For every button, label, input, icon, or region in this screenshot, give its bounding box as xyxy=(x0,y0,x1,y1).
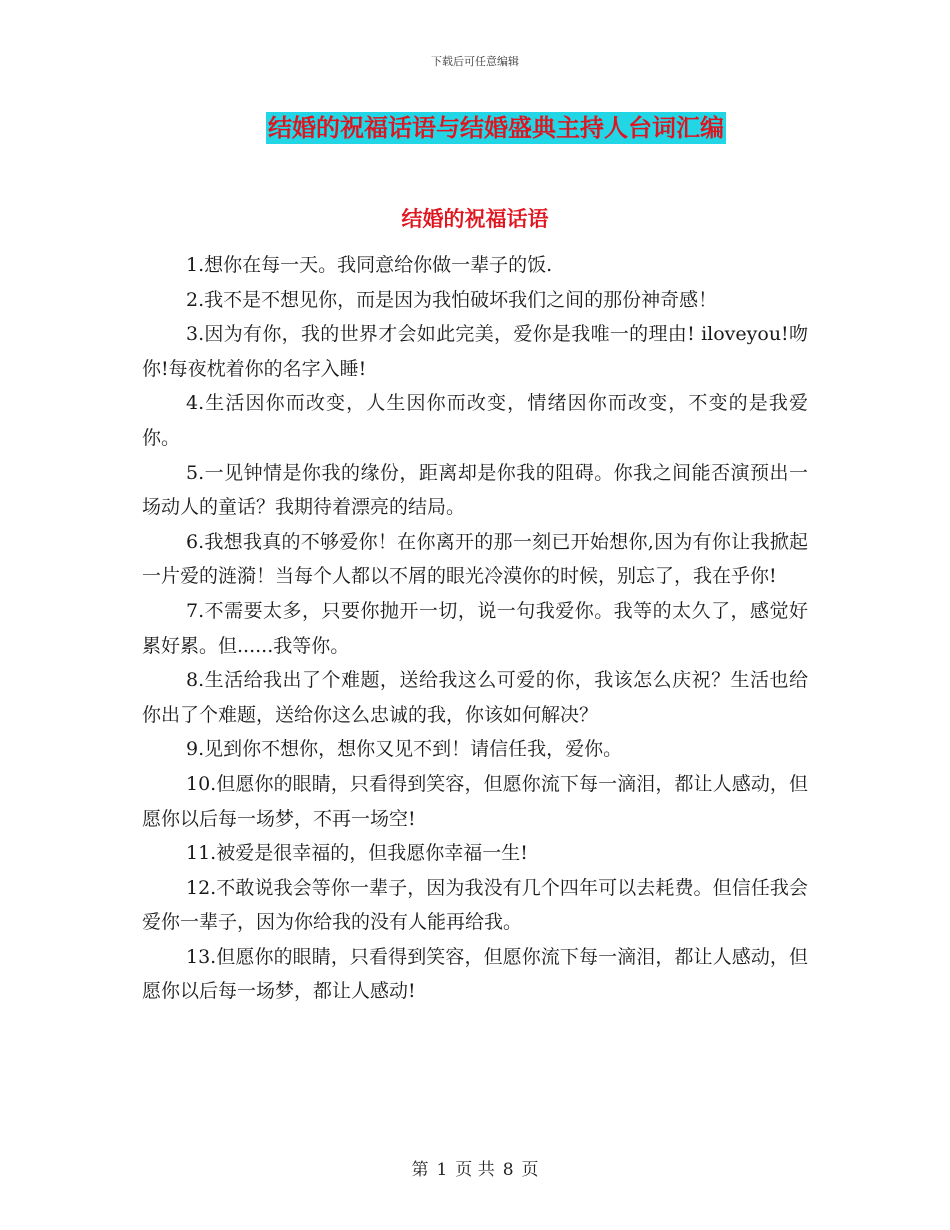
paragraph: 11.被爱是很幸福的，但我愿你幸福一生! xyxy=(186,842,528,865)
page-footer xyxy=(0,1155,950,1180)
paragraph: 10.但愿你的眼睛，只看得到笑容，但愿你流下每一滴泪，都让人感动，但愿你以后每一场梦，不再一场空! xyxy=(142,772,808,830)
paragraph: 4.生活因你而改变，人生因你而改变，情绪因你而改变，不变的是我爱你。 xyxy=(142,392,808,449)
paragraph: 2.我不是不想见你，而是因为我怕破坏我们之间的那份神奇感！ xyxy=(186,288,718,311)
section-title: 结婚的祝福话语 xyxy=(401,207,549,231)
paragraph: 9.见到你不想你，想你又见不到！请信任我，爱你。 xyxy=(186,738,623,761)
header-note: 下载后可任意编辑 xyxy=(431,55,519,68)
paragraph: 6.我想我真的不够爱你！在你离开的那一刻已开始想你,因为有你让我掀起一片爱的涟漪！当每个人都以不屑的眼光冷漠你的时候，别忘了，我在乎你! xyxy=(142,530,808,588)
paragraph: 7.不需要太多，只要你抛开一切，说一句我爱你。我等的太久了，感觉好累好累。但......我等你。 xyxy=(142,599,808,657)
paragraph: 12.不敢说我会等你一辈子，因为我没有几个四年可以去耗费。但信任我会爱你一辈子，因为你给我的没有人能再给我。 xyxy=(142,876,808,934)
document-title: 结婚的祝福话语与结婚盛典主持人台词汇编 xyxy=(268,114,724,142)
footer-suffix: 页 xyxy=(521,1160,539,1180)
document-title-container xyxy=(0,112,950,144)
paragraph: 5.一见钟情是你我的缘份，距离却是你我的阻碍。你我之间能否演预出一场动人的童话？我期待着漂亮的结局。 xyxy=(142,461,808,519)
footer-prefix: 第 xyxy=(411,1160,429,1180)
paragraph: 13.但愿你的眼睛，只看得到笑容，但愿你流下每一滴泪，都让人感动，但愿你以后每一场梦，都让人感动! xyxy=(142,945,808,1003)
paragraph: 8.生活给我出了个难题，送给我这么可爱的你，我该怎么庆祝？生活也给你出了个难题，送给你这么忠诚的我，你该如何解决？ xyxy=(142,669,808,726)
footer-middle: 页 共 xyxy=(455,1160,495,1180)
footer-total-pages: 8 xyxy=(502,1160,514,1180)
footer-page-number: 1 xyxy=(436,1160,448,1180)
document-body xyxy=(142,248,808,1009)
paragraph: 1.想你在每一天。我同意给你做一辈子的饭. xyxy=(186,254,553,276)
paragraph: 3.因为有你，我的世界才会如此完美，爱你是我唯一的理由! iloveyou!吻你!每夜枕着你的名字入睡! xyxy=(142,323,808,380)
